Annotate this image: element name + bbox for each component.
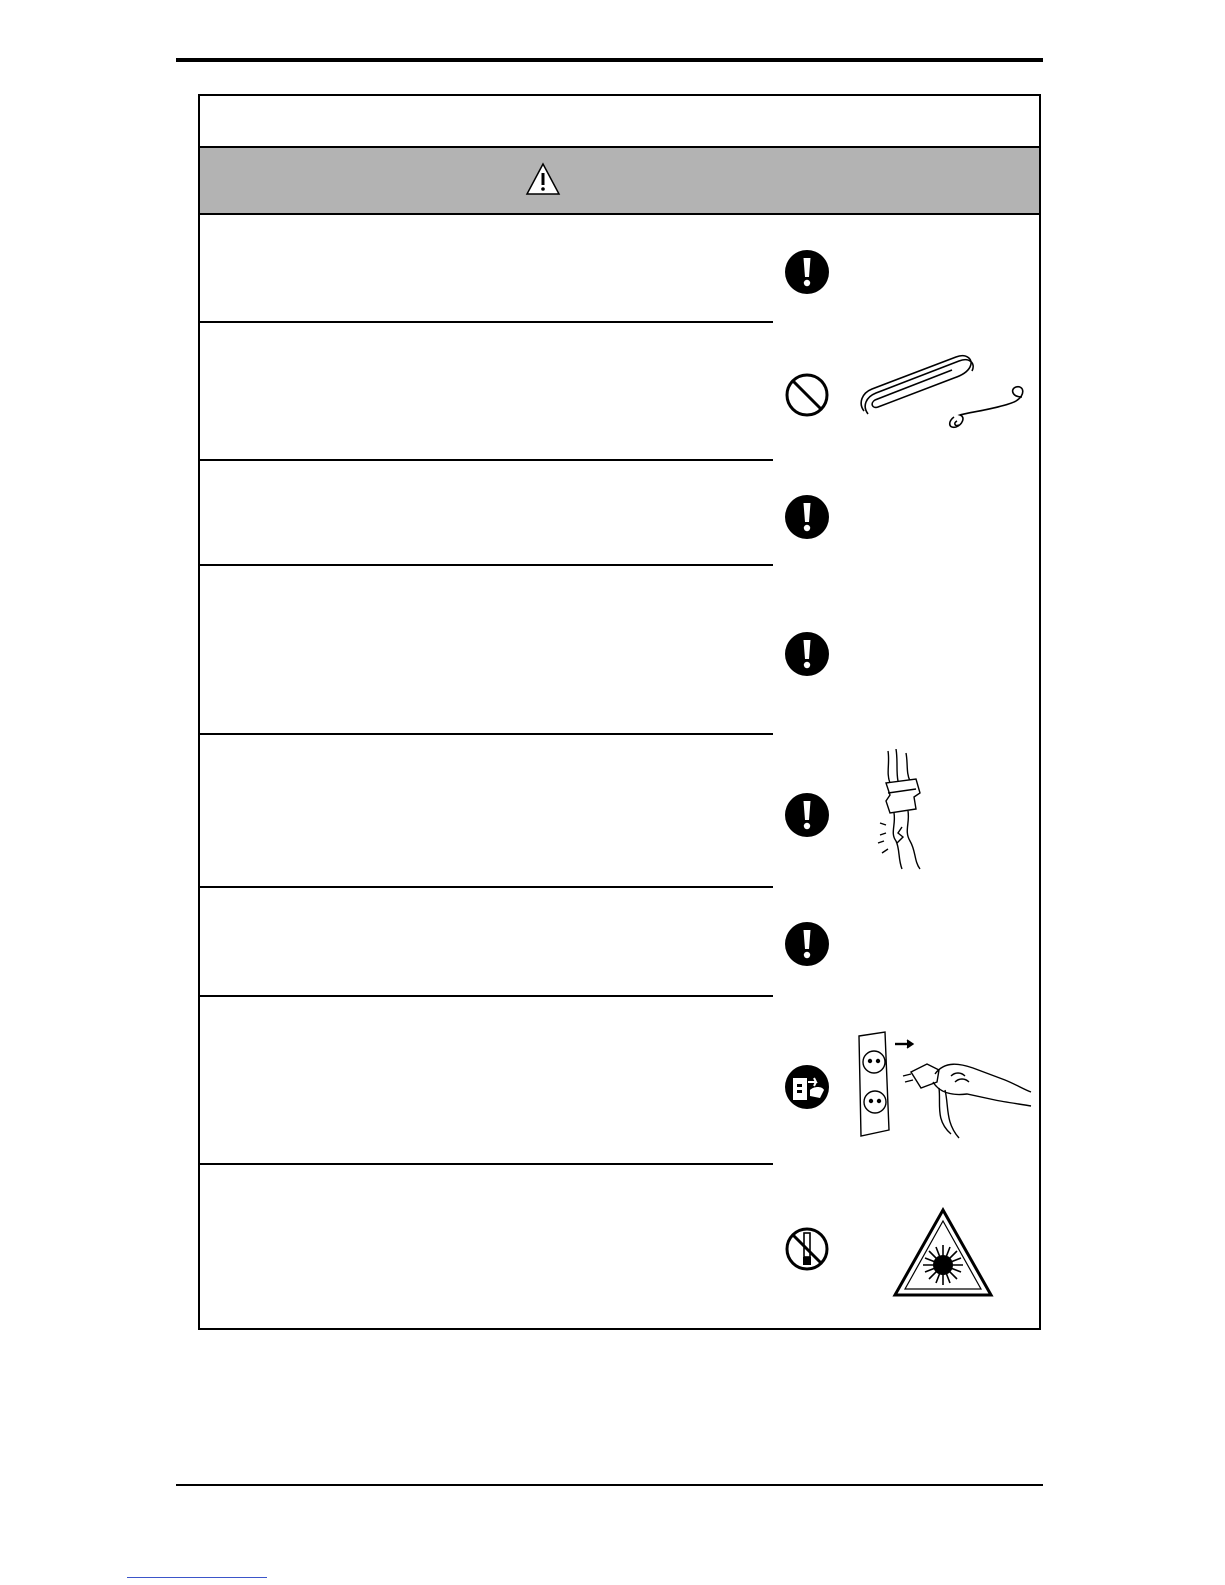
warning-row xyxy=(200,323,1039,461)
warning-row xyxy=(200,735,1039,888)
warning-row xyxy=(200,888,1039,997)
warning-triangle-icon xyxy=(525,162,561,196)
no-disassembly-icon xyxy=(784,1226,830,1272)
mandatory-icon xyxy=(784,249,830,295)
footer-link-underline[interactable] xyxy=(127,1577,267,1578)
laser-warning-illustration xyxy=(892,1207,994,1299)
warning-header-bar xyxy=(200,148,1039,215)
mandatory-icon xyxy=(784,494,830,540)
unplug-icon xyxy=(784,1064,830,1110)
panel-title-row xyxy=(200,96,1039,148)
paper-clip-illustration xyxy=(856,351,1032,435)
warning-row xyxy=(200,461,1039,566)
mandatory-icon xyxy=(784,921,830,967)
mandatory-icon xyxy=(784,792,830,838)
safety-warning-panel xyxy=(198,94,1041,1330)
prohibition-icon xyxy=(784,372,830,418)
damaged-cord-illustration xyxy=(876,749,946,871)
warning-row xyxy=(200,997,1039,1165)
unplug-from-outlet-illustration xyxy=(855,1030,1035,1142)
warning-row xyxy=(200,566,1039,735)
mandatory-icon xyxy=(784,631,830,677)
warning-row xyxy=(200,1165,1039,1328)
header-rule xyxy=(176,58,1043,62)
warning-row xyxy=(200,215,1039,323)
footer-rule xyxy=(176,1484,1043,1486)
